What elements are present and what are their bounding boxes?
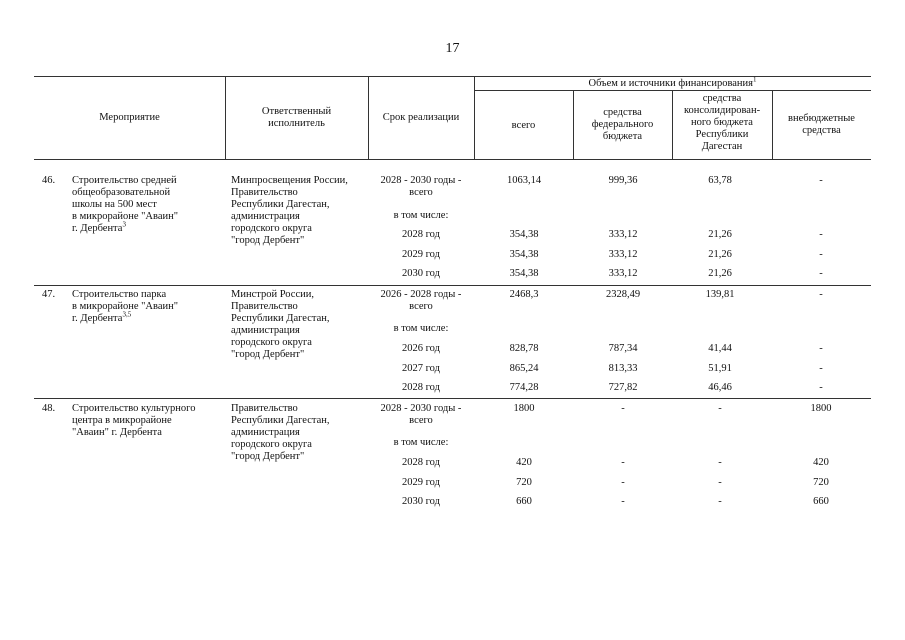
row-number: 47. <box>42 289 56 300</box>
federal-value: 333,12 <box>608 229 638 240</box>
consolidated-value: 63,78 <box>708 175 732 186</box>
period-total: 2028 - 2030 годы - всего <box>380 175 462 198</box>
total-value: 2468,3 <box>509 289 539 300</box>
total-value: 1800 <box>513 403 535 414</box>
row-number: 46. <box>42 175 56 186</box>
federal-value: 333,12 <box>608 268 638 279</box>
year-label: 2027 год <box>402 363 440 374</box>
executor-cell: Минпросвещения России, Правительство Республики Дагестан, администрация городского округа "город Дербент" <box>231 175 348 246</box>
consolidated-value: 51,91 <box>708 363 732 374</box>
total-value: 865,24 <box>509 363 539 374</box>
federal-value: - <box>621 457 625 468</box>
extrabudget-value: 720 <box>813 477 829 488</box>
footnote-marker: 3,5 <box>122 310 132 319</box>
activity-cell <box>72 403 195 439</box>
federal-value: - <box>621 496 625 507</box>
executor-cell: Минстрой России, Правительство Республики Дагестан, администрация городского округа "город Дербент" <box>231 289 330 360</box>
page-number: 17 <box>445 41 460 56</box>
federal-value: 787,34 <box>608 343 638 354</box>
row-number: 48. <box>42 403 56 414</box>
extrabudget-value: 420 <box>813 457 829 468</box>
activity-cell <box>72 175 178 235</box>
activity-text: Строительство культурного центра в микрорайоне "Аваин" г. Дербента <box>72 403 196 438</box>
total-value: 354,38 <box>509 229 539 240</box>
extrabudget-value: - <box>819 268 823 279</box>
activity-text: Строительство парка в микрорайоне "Аваин" г. Дербента <box>72 289 179 324</box>
extrabudget-value: - <box>819 175 823 186</box>
row-divider <box>34 398 871 399</box>
consolidated-value: - <box>718 403 722 414</box>
federal-value: 333,12 <box>608 249 638 260</box>
including-label: в том числе: <box>393 210 449 221</box>
header-federal: средства федерального бюджета <box>591 107 654 142</box>
year-label: 2029 год <box>402 249 440 260</box>
total-value: 828,78 <box>509 343 539 354</box>
federal-value: 2328,49 <box>605 289 641 300</box>
consolidated-value: 46,46 <box>708 382 732 393</box>
total-value: 1063,14 <box>506 175 542 186</box>
table-top-border <box>34 76 871 77</box>
total-value: 660 <box>516 496 532 507</box>
year-label: 2026 год <box>402 343 440 354</box>
row-divider <box>34 285 871 286</box>
extrabudget-value: - <box>819 229 823 240</box>
federal-value: 727,82 <box>608 382 638 393</box>
extrabudget-value: - <box>819 289 823 300</box>
header-funding-group-text: Объем и источники финансирования <box>588 78 753 89</box>
federal-value: 813,33 <box>608 363 638 374</box>
year-label: 2030 год <box>402 268 440 279</box>
including-label: в том числе: <box>393 437 449 448</box>
federal-value: - <box>621 403 625 414</box>
consolidated-value: - <box>718 496 722 507</box>
header-executor: Ответственный исполнитель <box>261 106 332 129</box>
header-total: всего <box>511 120 536 131</box>
year-label: 2028 год <box>402 457 440 468</box>
extrabudget-value: - <box>819 363 823 374</box>
including-label: в том числе: <box>393 323 449 334</box>
activity-text: Строительство средней общеобразовательной школы на 500 мест в микрорайоне "Аваин" г. Дербента <box>72 175 179 234</box>
federal-value: 999,36 <box>608 175 638 186</box>
total-value: 774,28 <box>509 382 539 393</box>
year-label: 2028 год <box>402 229 440 240</box>
header-activity: Мероприятие <box>99 112 160 123</box>
year-label: 2029 год <box>402 477 440 488</box>
table-header-bottom-border <box>34 159 871 160</box>
year-label: 2030 год <box>402 496 440 507</box>
activity-cell <box>72 289 178 325</box>
header-funding-group <box>474 75 871 90</box>
total-value: 354,38 <box>509 268 539 279</box>
executor-cell: Правительство Республики Дагестан, администрация городского округа "город Дербент" <box>231 403 330 462</box>
year-label: 2028 год <box>402 382 440 393</box>
consolidated-value: 41,44 <box>708 343 732 354</box>
period-total: 2028 - 2030 годы - всего <box>380 403 462 426</box>
consolidated-value: 21,26 <box>708 229 732 240</box>
header-period: Срок реализации <box>382 112 460 123</box>
consolidated-value: - <box>718 457 722 468</box>
consolidated-value: 21,26 <box>708 249 732 260</box>
extrabudget-value: 660 <box>813 496 829 507</box>
consolidated-value: - <box>718 477 722 488</box>
footnote-marker: 1 <box>753 75 757 84</box>
period-total: 2026 - 2028 годы - всего <box>380 289 462 312</box>
total-value: 354,38 <box>509 249 539 260</box>
header-extrabudget: внебюджетные средства <box>788 113 855 136</box>
consolidated-value: 139,81 <box>705 289 735 300</box>
consolidated-value: 21,26 <box>708 268 732 279</box>
total-value: 720 <box>516 477 532 488</box>
header-consolidated: средства консолидирован- ного бюджета Республики Дагестан <box>683 93 761 152</box>
federal-value: - <box>621 477 625 488</box>
extrabudget-value: - <box>819 382 823 393</box>
extrabudget-value: - <box>819 249 823 260</box>
extrabudget-value: - <box>819 343 823 354</box>
footnote-marker: 3 <box>122 220 126 229</box>
total-value: 420 <box>516 457 532 468</box>
extrabudget-value: 1800 <box>810 403 832 414</box>
